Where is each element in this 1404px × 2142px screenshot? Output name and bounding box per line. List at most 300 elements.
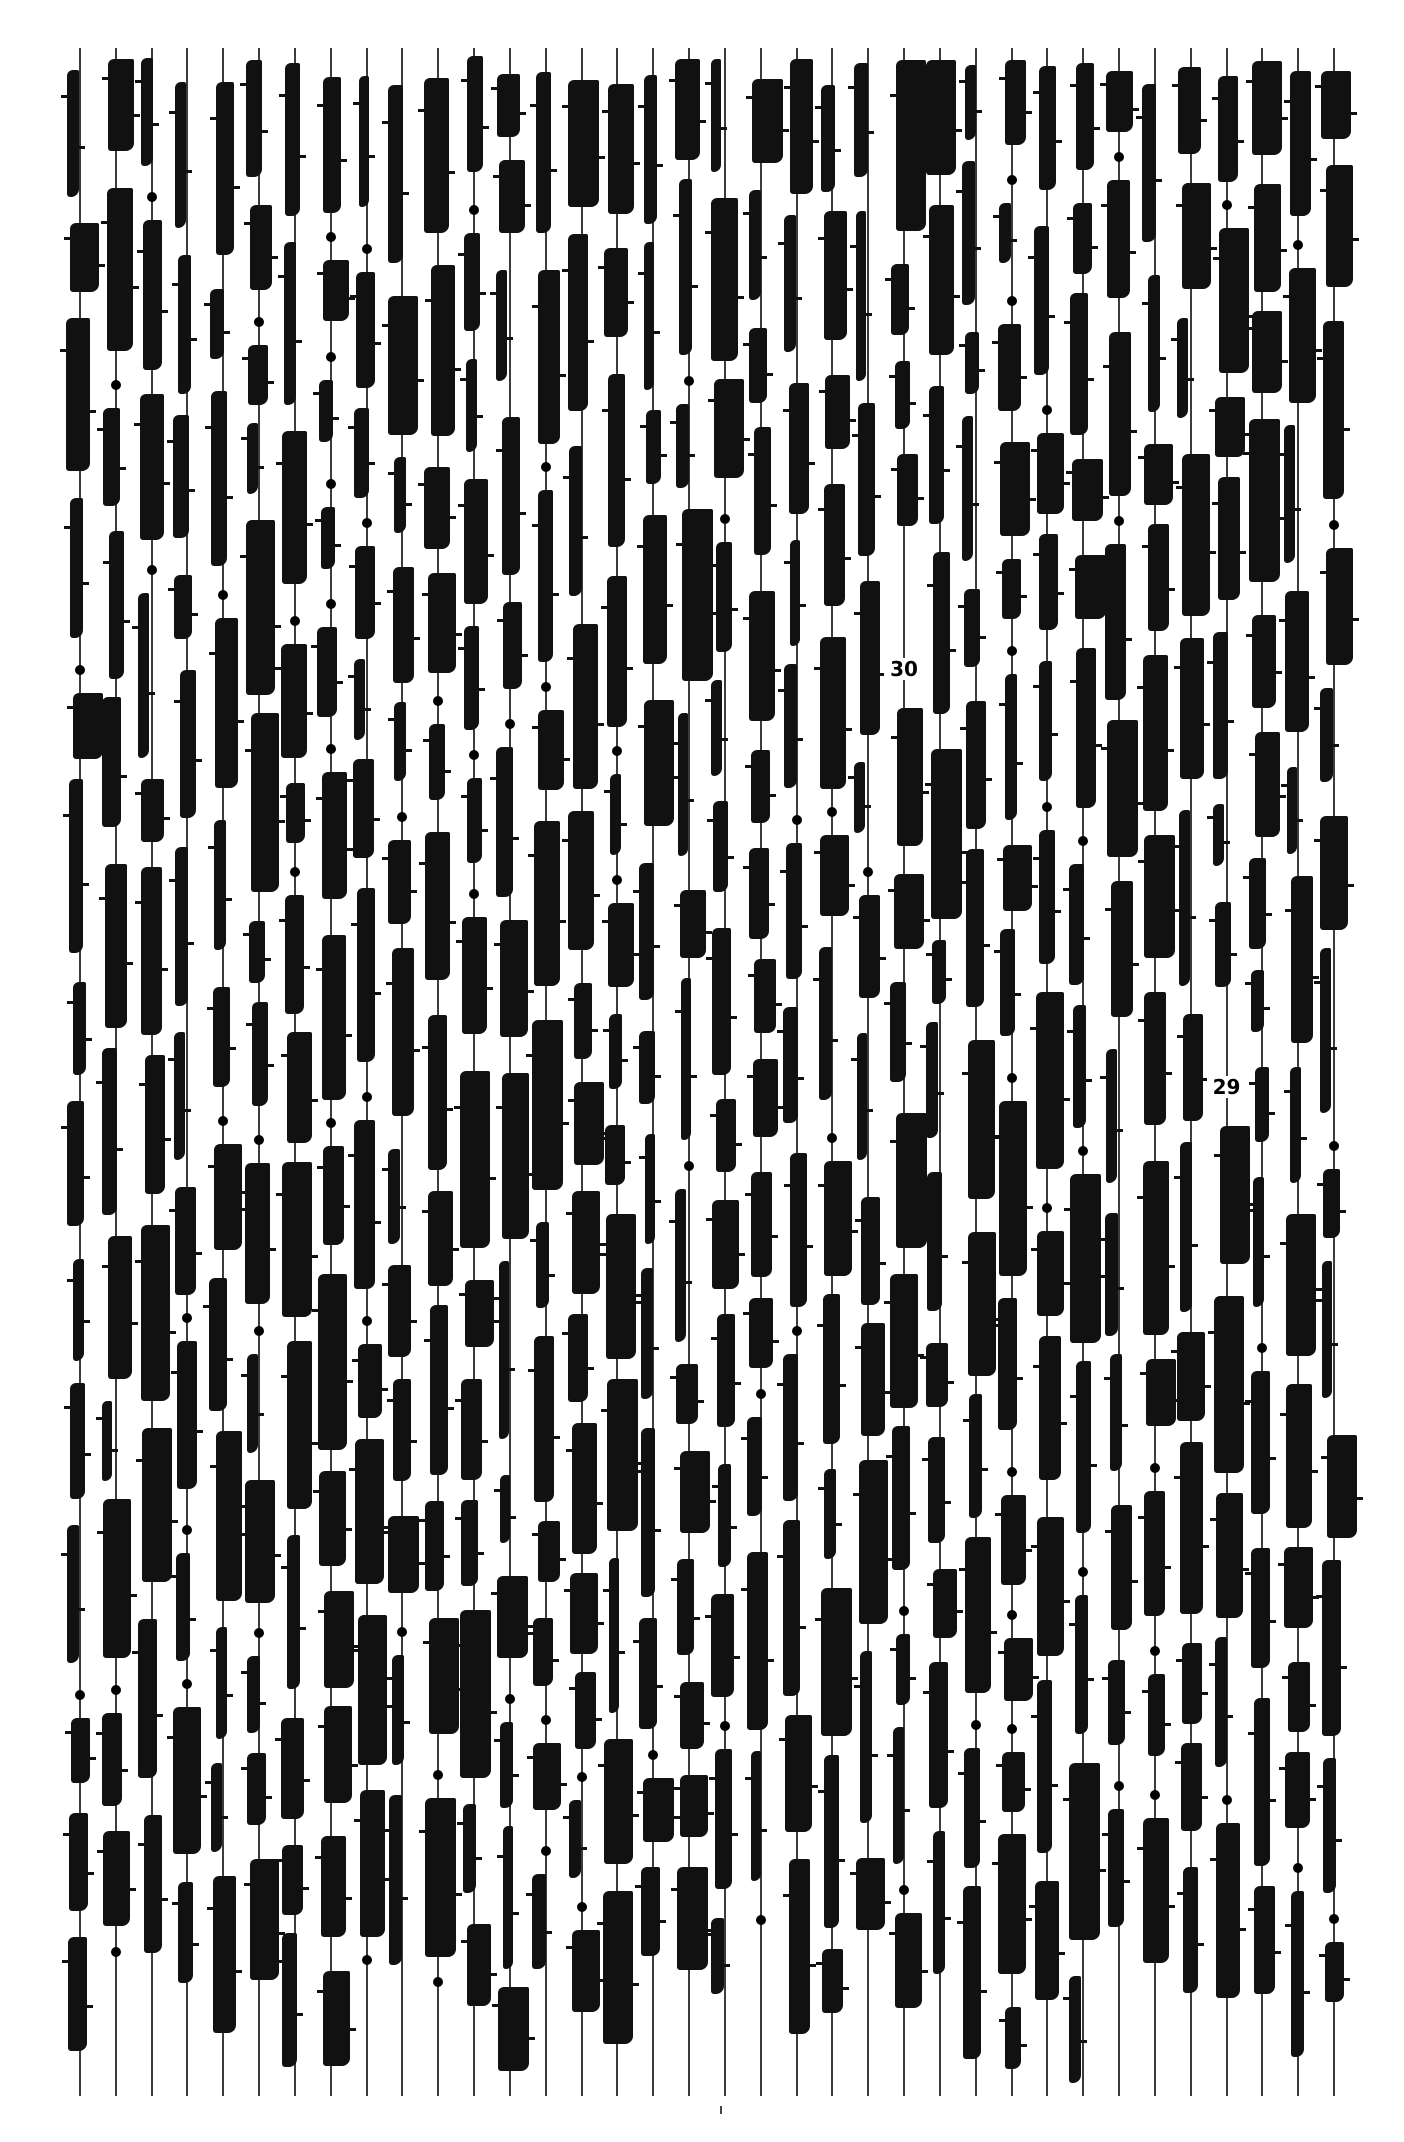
script-word [210, 289, 224, 359]
script-word [1110, 1354, 1122, 1471]
script-word [897, 454, 918, 526]
mongolian-text-block [58, 48, 1348, 2096]
script-word [895, 361, 910, 429]
script-word [715, 1749, 732, 1889]
text-line [1312, 48, 1348, 2096]
script-word [467, 56, 483, 172]
punctuation-mark [1114, 1781, 1124, 1791]
script-word [641, 1428, 655, 1597]
punctuation-mark [899, 1885, 909, 1895]
script-word [820, 835, 849, 916]
script-word [430, 1305, 448, 1475]
script-word [502, 417, 520, 575]
script-word [1144, 992, 1166, 1125]
script-word [965, 65, 976, 140]
script-word [323, 77, 341, 213]
script-word [644, 75, 657, 224]
text-line [1061, 48, 1097, 2096]
text-line [273, 48, 309, 2096]
punctuation-mark [863, 867, 873, 877]
script-word [1076, 648, 1096, 808]
script-word [790, 59, 813, 194]
script-word [1076, 63, 1094, 170]
text-line [1025, 48, 1061, 2096]
script-word [820, 637, 846, 789]
punctuation-mark [147, 192, 157, 202]
script-word [1290, 1067, 1301, 1183]
script-word [896, 1634, 910, 1705]
script-word [1111, 881, 1133, 1017]
script-word [861, 1197, 880, 1305]
script-word [286, 783, 305, 843]
punctuation-mark [720, 514, 730, 524]
punctuation-mark [1114, 516, 1124, 526]
script-word [174, 1032, 185, 1160]
script-word [532, 1020, 563, 1190]
punctuation-mark [254, 317, 264, 327]
punctuation-mark [1007, 1610, 1017, 1620]
script-word [1218, 477, 1240, 600]
text-line [94, 48, 130, 2096]
script-word [538, 490, 553, 662]
script-word [1105, 544, 1126, 700]
script-word [749, 1298, 773, 1368]
script-word [569, 1800, 581, 1878]
script-word [322, 772, 347, 899]
script-word [1291, 876, 1313, 1043]
script-word [784, 664, 797, 788]
script-word [536, 1222, 549, 1308]
script-word [1218, 76, 1238, 182]
text-line [667, 48, 703, 2096]
punctuation-mark [1042, 405, 1052, 415]
script-word [1076, 1361, 1091, 1533]
script-word [751, 1172, 772, 1277]
text-line [1276, 48, 1312, 2096]
script-word [1181, 1743, 1202, 1831]
script-word [1252, 615, 1276, 708]
script-word [1034, 226, 1049, 375]
script-word [822, 1949, 843, 2013]
script-word [711, 59, 721, 172]
punctuation-mark [1007, 1073, 1017, 1083]
script-word [713, 801, 728, 892]
script-word [1142, 84, 1156, 242]
script-word [1320, 948, 1331, 1113]
script-word [933, 1831, 945, 1974]
punctuation-mark [147, 565, 157, 575]
script-word [1183, 1867, 1198, 1993]
script-word [1251, 970, 1264, 1032]
script-word [1285, 591, 1309, 732]
script-word [1108, 1809, 1124, 1927]
script-word [216, 82, 234, 255]
text-line [524, 48, 560, 2096]
script-word [358, 1344, 382, 1418]
script-word [716, 1099, 736, 1172]
punctuation-mark [182, 1679, 192, 1689]
script-word [1325, 1942, 1344, 2002]
script-word [247, 1656, 260, 1733]
text-line [846, 48, 882, 2096]
punctuation-mark [612, 875, 622, 885]
script-word [425, 1501, 444, 1591]
script-word [603, 1891, 633, 2044]
script-word [282, 1162, 312, 1317]
script-word [388, 1516, 419, 1593]
punctuation-mark [1293, 240, 1303, 250]
text-line [631, 48, 667, 2096]
script-word [1106, 71, 1133, 132]
punctuation-mark [1150, 1646, 1160, 1656]
punctuation-mark [290, 867, 300, 877]
script-word [789, 1859, 810, 2034]
punctuation-mark [577, 1902, 587, 1912]
punctuation-mark [362, 1316, 372, 1326]
punctuation-mark [254, 1135, 264, 1145]
script-word [1288, 1662, 1310, 1732]
text-line [595, 48, 631, 2096]
script-word [1326, 165, 1353, 287]
punctuation-mark [326, 1118, 336, 1128]
punctuation-mark [326, 479, 336, 489]
script-word [1037, 1680, 1052, 1853]
text-line [918, 48, 954, 2096]
text-line [954, 48, 990, 2096]
punctuation-mark [362, 244, 372, 254]
punctuation-mark [1329, 520, 1339, 530]
script-word [608, 374, 625, 547]
script-word [534, 1336, 554, 1502]
script-word [1322, 1560, 1341, 1736]
script-word [215, 618, 238, 788]
script-word [1036, 992, 1064, 1169]
script-word [1284, 425, 1295, 563]
script-word [1251, 1371, 1270, 1514]
script-word [783, 1354, 798, 1501]
script-word [354, 659, 365, 740]
script-word [1214, 1296, 1244, 1473]
script-word [69, 779, 83, 953]
punctuation-mark [684, 376, 694, 386]
script-word [464, 626, 479, 730]
script-word [141, 58, 153, 166]
punctuation-mark [397, 1627, 407, 1637]
text-line [345, 48, 381, 2096]
script-word [890, 1274, 918, 1408]
script-word [568, 234, 588, 411]
script-word [247, 1354, 258, 1453]
script-word [859, 895, 880, 998]
script-word [282, 1845, 303, 1915]
script-word [1039, 1336, 1061, 1480]
script-word [463, 1804, 476, 1893]
script-word [211, 391, 227, 566]
script-word [500, 1722, 513, 1808]
script-word [570, 1573, 598, 1654]
script-word [1075, 1595, 1088, 1734]
script-word [496, 747, 513, 897]
script-word [499, 160, 525, 233]
script-word [1178, 67, 1201, 154]
script-word [284, 242, 296, 405]
punctuation-mark [290, 616, 300, 626]
script-word [1005, 2007, 1021, 2069]
script-word [102, 1713, 122, 1806]
script-word [824, 1469, 836, 1559]
text-line [1205, 48, 1241, 2096]
script-word [287, 1535, 300, 1689]
script-word [574, 983, 592, 1059]
script-word [246, 60, 262, 177]
script-word [641, 1268, 653, 1399]
script-word [319, 380, 333, 442]
script-word [1322, 1261, 1332, 1398]
script-word [677, 1559, 694, 1655]
text-line [201, 48, 237, 2096]
script-word [503, 602, 522, 689]
script-word [1254, 1698, 1270, 1866]
punctuation-mark [433, 1977, 443, 1987]
punctuation-mark [218, 590, 228, 600]
script-word [213, 1876, 236, 2033]
script-word [1069, 1763, 1100, 1940]
punctuation-mark [541, 1715, 551, 1725]
punctuation-mark [1007, 1724, 1017, 1734]
script-word [679, 179, 692, 355]
punctuation-mark [326, 744, 336, 754]
script-word [928, 1437, 945, 1543]
script-word [1255, 1067, 1269, 1142]
script-word [285, 63, 300, 216]
punctuation-mark [756, 1389, 766, 1399]
punctuation-mark [362, 1092, 372, 1102]
script-word [747, 1417, 762, 1516]
script-word [1039, 66, 1056, 190]
script-word [393, 567, 414, 683]
script-word [1182, 1643, 1202, 1724]
script-word [428, 1191, 453, 1286]
script-word [1291, 1891, 1304, 2057]
script-word [1216, 1823, 1240, 1998]
script-word [424, 78, 449, 233]
script-word [926, 1022, 938, 1138]
script-word [675, 59, 700, 160]
script-word [143, 220, 162, 370]
punctuation-mark [254, 1628, 264, 1638]
punctuation-mark [720, 1721, 730, 1731]
punctuation-mark [541, 462, 551, 472]
script-word [1326, 548, 1353, 665]
script-word [66, 318, 90, 471]
script-word [717, 1314, 735, 1427]
script-word [532, 1874, 546, 1969]
script-word [926, 1343, 948, 1407]
script-word [929, 205, 954, 355]
punctuation-mark [1007, 296, 1017, 306]
script-word [68, 1937, 87, 2051]
script-word [604, 248, 628, 337]
script-word [998, 1834, 1026, 1974]
script-word [1111, 1505, 1132, 1630]
script-word [964, 589, 980, 667]
script-word [388, 840, 411, 924]
punctuation-mark [397, 812, 407, 822]
punctuation-mark [433, 696, 443, 706]
script-word [676, 404, 689, 488]
script-word [214, 820, 226, 950]
script-word [966, 701, 986, 829]
script-word [749, 190, 761, 300]
punctuation-mark [541, 1846, 551, 1856]
script-word [140, 394, 164, 540]
script-word [70, 1383, 85, 1499]
script-word [966, 849, 984, 1007]
script-word [1109, 332, 1131, 496]
script-word [245, 1163, 270, 1304]
script-word [747, 1552, 768, 1730]
script-word [607, 576, 627, 727]
script-word [568, 811, 594, 950]
text-line [416, 48, 452, 2096]
script-word [1251, 1548, 1270, 1668]
script-word [138, 1619, 157, 1778]
script-word [245, 1480, 275, 1603]
script-word [252, 1002, 268, 1106]
text-line [1240, 48, 1276, 2096]
script-word [209, 1278, 227, 1411]
script-word [857, 1033, 867, 1160]
script-word [969, 1394, 982, 1518]
script-word [1107, 180, 1130, 298]
script-word [73, 982, 86, 1075]
script-word [321, 507, 335, 569]
script-word [751, 1751, 761, 1881]
punctuation-mark [1222, 1795, 1232, 1805]
punctuation-mark [1078, 1146, 1088, 1156]
script-word [144, 1815, 162, 1953]
script-word [1108, 1660, 1125, 1745]
script-word [926, 60, 956, 175]
script-word [964, 1748, 980, 1868]
script-word [893, 1727, 904, 1864]
text-line [58, 48, 94, 2096]
punctuation-mark [1222, 200, 1232, 210]
script-word [425, 832, 450, 980]
punctuation-mark [1078, 836, 1088, 846]
script-word [1321, 71, 1351, 139]
script-word [932, 940, 946, 1004]
script-word [538, 270, 560, 444]
script-word [393, 1379, 411, 1481]
punctuation-mark [326, 352, 336, 362]
script-word [175, 1187, 196, 1295]
script-word [1180, 1142, 1192, 1312]
script-word [321, 1836, 346, 1937]
text-line [882, 48, 918, 2096]
script-word [675, 1189, 686, 1342]
script-word [1177, 318, 1188, 418]
punctuation-mark [1007, 646, 1017, 656]
punctuation-mark [111, 380, 121, 390]
script-word [246, 520, 275, 695]
script-word [499, 1261, 509, 1439]
script-word [929, 1662, 948, 1808]
script-word [247, 423, 258, 494]
page-footer-mark [720, 2106, 722, 2114]
script-word [354, 408, 369, 498]
punctuation-mark [254, 1326, 264, 1336]
text-line [1133, 48, 1169, 2096]
script-word [318, 1274, 347, 1450]
punctuation-mark [362, 518, 372, 528]
script-word [1285, 1752, 1310, 1828]
script-word [392, 1655, 404, 1765]
punctuation-mark [505, 1694, 515, 1704]
script-word [500, 1475, 510, 1543]
punctuation-mark [469, 750, 479, 760]
script-word [1143, 655, 1168, 811]
text-line [739, 48, 775, 2096]
punctuation-mark [827, 807, 837, 817]
script-word [786, 843, 802, 979]
script-word [102, 1401, 112, 1481]
script-word [285, 895, 304, 1014]
script-word [824, 484, 845, 606]
punctuation-mark [1007, 1467, 1017, 1477]
text-line [990, 48, 1026, 2096]
script-word [821, 85, 835, 192]
text-line [452, 48, 488, 2096]
script-word [249, 921, 265, 983]
script-word [1069, 1976, 1081, 2083]
script-word [174, 575, 192, 639]
script-word [317, 627, 337, 717]
script-word [680, 1682, 704, 1749]
script-word [1216, 1493, 1243, 1618]
script-word [392, 948, 414, 1116]
script-word [71, 1718, 90, 1783]
script-word [646, 410, 661, 484]
script-word [643, 515, 667, 664]
script-word [854, 63, 868, 177]
script-word [751, 750, 770, 823]
script-word [388, 1149, 400, 1244]
script-word [103, 1831, 130, 1926]
script-word [1327, 1435, 1357, 1538]
script-word [177, 1341, 197, 1489]
script-word [569, 446, 582, 596]
script-word [784, 215, 796, 352]
text-line [237, 48, 273, 2096]
script-word [644, 242, 654, 390]
script-word [965, 332, 979, 394]
text-line [560, 48, 596, 2096]
script-word [102, 1048, 117, 1215]
script-word [173, 1707, 201, 1854]
script-word [355, 1439, 384, 1584]
punctuation-mark [971, 1720, 981, 1730]
script-word [1070, 293, 1088, 435]
punctuation-mark [577, 1772, 587, 1782]
punctuation-mark [684, 1161, 694, 1171]
script-word [749, 848, 769, 939]
text-line [380, 48, 416, 2096]
script-word [108, 1236, 132, 1379]
script-word [282, 431, 307, 584]
text-line [130, 48, 166, 2096]
script-word [858, 403, 875, 556]
